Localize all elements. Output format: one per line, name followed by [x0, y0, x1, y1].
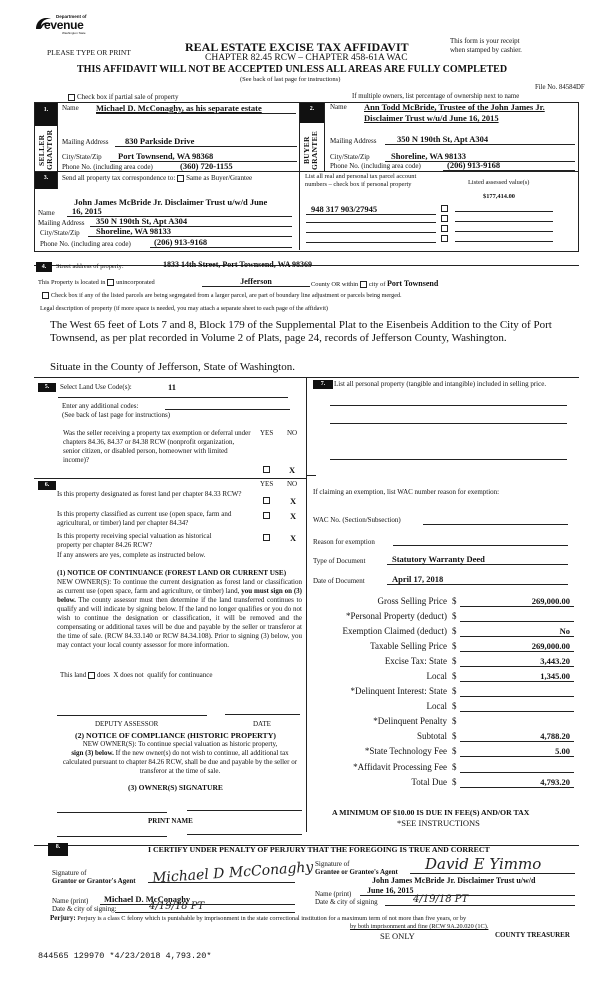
print-name-line-1[interactable]	[57, 836, 167, 837]
logo-state-text: Washington State	[62, 31, 86, 35]
tax-row	[310, 701, 575, 715]
section-6-top-line	[34, 478, 306, 479]
section-5-number: 5.	[38, 383, 56, 392]
correspondence-name-line-2[interactable]: 16, 2015	[67, 206, 292, 217]
buyer-phone-value[interactable]: (206) 913-9168	[443, 160, 575, 171]
parcels-label-1: List all real and personal tax parcel account	[305, 173, 417, 180]
parcels-label-2: numbers – check box if personal property	[305, 181, 412, 188]
current-use-yes-checkbox[interactable]	[263, 512, 270, 519]
notice-continuance-text-b: The county assessor must then determine if the land transferred continues to qualify and will indicate by signing below. If the land no longer qualifies or you do not wish to continue the designation or classification, it will be removed and the compensating or additional taxes will be due and payable by the seller or transferor at the time of sale. (RCW 84.33.140 or RCW 84.34.108). Prior to signing (3) below, you may contact your local county assessor for more information.	[57, 596, 302, 649]
form-warning: THIS AFFIDAVIT WILL NOT BE ACCEPTED UNLESS ALL AREAS ARE FULLY COMPLETED	[77, 64, 508, 75]
personal-property-line-3[interactable]	[330, 459, 567, 460]
parcel-4-personal-checkbox[interactable]	[441, 235, 448, 242]
dollar-sign: $	[452, 611, 457, 621]
tax-row	[310, 777, 575, 791]
parcel-number-2[interactable]	[306, 222, 436, 223]
dollar-sign: $	[452, 731, 457, 741]
parcel-number-4[interactable]	[306, 242, 436, 243]
parcels-label	[305, 173, 416, 189]
grantor-sig-label-2: Grantor or Grantor's Agent	[52, 877, 136, 885]
correspondence-row	[62, 174, 252, 182]
does-qualify-checkbox[interactable]	[88, 672, 95, 679]
wac-number-label: WAC No. (Section/Subsection)	[313, 516, 401, 524]
deputy-assessor-signature-line[interactable]	[57, 715, 207, 716]
notice-continuance-body	[57, 578, 302, 650]
grantee-sig-label-1: Signature of	[315, 860, 350, 868]
personal-property-line-1[interactable]	[330, 405, 567, 406]
personal-property-label: List all personal property (tangible and intangible) included in selling price.	[334, 380, 547, 388]
owner-signature-line-1[interactable]	[57, 812, 167, 813]
section-4-number: 4.	[36, 262, 52, 272]
correspondence-mailing-label: Mailing Address	[38, 219, 85, 227]
dollar-sign: $	[452, 746, 457, 756]
dollar-sign: $	[452, 671, 457, 681]
assessed-value[interactable]: $177,414.00	[483, 193, 515, 200]
buyer-label	[303, 130, 321, 170]
buyer-mailing-value[interactable]: 350 N 190th St, Apt A304	[385, 134, 575, 145]
assessor-date-line[interactable]	[225, 714, 300, 715]
perjury-note	[50, 914, 466, 922]
section-2-number: 2.	[300, 103, 324, 123]
print-name-label: PRINT NAME	[148, 817, 193, 825]
county-or-label: County OR within	[311, 281, 359, 288]
multiple-owners-note: If multiple owners, list percentage of ownership next to name	[352, 93, 520, 100]
tax-row-value[interactable]: 4,788.20	[460, 731, 574, 742]
seller-name-label: Name	[62, 104, 79, 112]
receipt-line-1: This form is your receipt	[450, 37, 520, 45]
grantee-name-label: Name (print)	[315, 890, 352, 898]
assessed-values-label: Listed assessed value(s)	[468, 179, 530, 186]
tax-row-value[interactable]: 4,793.20	[460, 777, 574, 788]
tax-row-value[interactable]: No	[460, 626, 574, 637]
exemption-yes-checkbox[interactable]	[263, 466, 270, 473]
parties-divider-horizontal	[34, 171, 579, 172]
seller-city-value[interactable]: Port Townsend, WA 98368	[110, 151, 297, 162]
tax-row-label: Local	[426, 671, 447, 681]
logo-revenue-text: evenue	[44, 18, 84, 32]
buyer-mailing-label: Mailing Address	[330, 137, 377, 145]
dollar-sign: $	[452, 641, 457, 651]
correspondence-mailing-value[interactable]: 350 N 190th St, Apt A304	[90, 216, 292, 227]
city-of-label: city of	[368, 281, 386, 288]
current-use-question: Is this property classified as current use (open space, farm and agricultural, or timber) land per chapter 84.34?	[57, 510, 232, 527]
document-type-label: Type of Document	[313, 557, 366, 565]
county-or-row	[311, 279, 438, 288]
dollar-sign: $	[452, 762, 457, 772]
parties-divider-vertical	[299, 102, 300, 250]
receipt-line-2: when stamped by cashier.	[450, 46, 522, 54]
please-type-note: PLEASE TYPE OR PRINT	[47, 48, 131, 57]
seller-name-value[interactable]: Michael D. McConaghy, as his separate estate	[96, 103, 262, 113]
form-title: REAL ESTATE EXCISE TAX AFFIDAVIT	[185, 40, 409, 54]
notice-compliance-text-b: If the new owner(s) do not wish to continue, all additional tax calculated pursuant to chapter 84.26 RCW, shall be due and payable by the seller or transferor at the time of sale.	[62, 749, 298, 775]
section-3-side-border	[57, 172, 58, 189]
perjury-label: Perjury:	[50, 914, 76, 922]
use-only-label: SE ONLY	[380, 931, 415, 941]
partial-sale-checkbox-row[interactable]	[68, 93, 178, 101]
additional-codes-label: Enter any additional codes:	[62, 402, 139, 410]
correspondence-label: Send all property tax correspondence to:	[62, 174, 176, 182]
parcel-1-personal-checkbox[interactable]	[441, 205, 448, 212]
assessor-date-label: DATE	[253, 720, 271, 728]
partial-sale-label: Check box if partial sale of property	[77, 93, 179, 101]
section-6-yes-header: YES	[260, 480, 274, 488]
receipt-note	[450, 37, 522, 55]
tax-row-value[interactable]: 269,000.00	[460, 596, 574, 607]
street-address-value[interactable]: 1833 14th Street, Port Townsend, WA 98369	[163, 260, 313, 269]
seller-label	[38, 130, 56, 170]
wac-number-input[interactable]	[423, 524, 568, 525]
receipt-stamp: 844565 129970 *4/23/2018 4,793.20*	[38, 951, 212, 961]
document-date-value[interactable]: April 17, 2018	[387, 574, 568, 585]
historical-no-answer[interactable]: X	[290, 533, 297, 543]
dollar-sign: $	[452, 716, 457, 726]
additional-codes-note: (See back of last page for instructions)	[62, 411, 171, 419]
seller-label-1: SELLER	[37, 134, 46, 166]
if-yes-note: If any answers are yes, complete as instructed below.	[57, 551, 206, 559]
tax-row-label: Taxable Selling Price	[370, 641, 447, 651]
buyer-name-label: Name	[330, 103, 347, 111]
document-date-label: Date of Document	[313, 577, 365, 585]
notice-continuance-bold: you must sign on (3) below.	[57, 587, 303, 604]
buyer-name-line-1[interactable]: Ann Todd McBride, Trustee of the John James Jr.	[364, 102, 545, 112]
tax-row	[310, 716, 575, 730]
tax-row-label: *State Technology Fee	[364, 746, 447, 756]
notice-continuance-text-a: NEW OWNER(S): To continue the current designation as forest land or classification as current use (open space, farm and agriculture, or timber) land,	[57, 578, 302, 595]
land-use-code[interactable]: 11	[168, 382, 177, 392]
seller-city-label: City/State/Zip	[62, 153, 102, 161]
tax-row	[310, 762, 575, 776]
seller-label-2: GRANTOR	[45, 129, 54, 170]
parcel-1-assessed-line[interactable]	[455, 211, 553, 212]
grantee-signature-line[interactable]	[410, 873, 575, 874]
legal-description[interactable]	[50, 319, 552, 374]
county-treasurer-label: COUNTY TREASURER	[495, 931, 570, 939]
correspondence-city-label: City/State/Zip	[40, 229, 80, 237]
tax-row	[310, 746, 575, 760]
tax-row-value[interactable]	[460, 701, 574, 712]
tax-row-value[interactable]	[460, 686, 574, 697]
tax-row-label: Local	[426, 701, 447, 711]
buyer-label-1: BUYER	[302, 136, 311, 164]
grantee-date-label: Date & city of signing	[315, 898, 378, 906]
grantee-name-line-2[interactable]: June 16, 2015	[360, 886, 575, 896]
tax-row-value[interactable]	[460, 716, 574, 726]
tax-row-value[interactable]	[460, 611, 574, 622]
tax-row-label: *Affidavit Processing Fee	[353, 762, 447, 772]
tax-row-label: *Personal Property (deduct)	[346, 611, 447, 621]
correspondence-name-label: Name	[38, 209, 55, 217]
does-label: does	[97, 671, 110, 679]
certify-statement: I CERTIFY UNDER PENALTY OF PERJURY THAT THE FOREGOING IS TRUE AND CORRECT	[148, 845, 490, 854]
seller-mailing-label: Mailing Address	[62, 138, 109, 146]
tax-row-value[interactable]: 5.00	[460, 746, 574, 757]
grantor-sig-label-1: Signature of	[52, 869, 87, 877]
segregated-row	[42, 292, 402, 299]
buyer-name-line-2[interactable]: Disclaimer Trust w/u/d June 16, 2015	[364, 113, 499, 123]
parcel-number-3[interactable]	[306, 232, 436, 233]
city-checkbox[interactable]	[360, 281, 367, 288]
grantor-date-label: Date & city of signing:	[52, 905, 117, 913]
forest-land-no-answer[interactable]: X	[290, 496, 297, 506]
tax-row-label: *Delinquent Penalty	[373, 716, 447, 726]
left-column-right-border	[306, 377, 307, 832]
exemption-wac-label: If claiming an exemption, list WAC number reason for exemption:	[313, 488, 500, 496]
grantor-signature-label	[52, 869, 136, 885]
dollar-sign: $	[452, 656, 457, 666]
tax-row-value[interactable]: 269,000.00	[460, 641, 574, 652]
tax-row	[310, 626, 575, 640]
dollar-sign: $	[452, 777, 457, 787]
section-6-number: 6.	[38, 481, 56, 490]
same-as-buyer-checkbox[interactable]	[177, 175, 184, 182]
same-as-buyer-label: Same as Buyer/Grantee	[186, 174, 253, 182]
exemption-reason-label: Reason for exemption	[313, 538, 375, 546]
parcel-2-personal-checkbox[interactable]	[441, 215, 448, 222]
current-use-no-answer[interactable]: X	[290, 511, 297, 521]
dollar-sign: $	[452, 596, 457, 606]
tax-row-label: Gross Selling Price	[377, 596, 447, 606]
tax-row	[310, 596, 575, 610]
minimum-due-note: A MINIMUM OF $10.00 IS DUE IN FEE(S) AND/OR TAX	[332, 808, 530, 817]
buyer-side-border	[324, 103, 325, 171]
buyer-phone-label: Phone No. (including area code)	[330, 162, 421, 170]
grantee-signature-label	[315, 860, 398, 876]
forest-land-yes-checkbox[interactable]	[263, 497, 270, 504]
notice-compliance-text-a: NEW OWNER(S): To continue special valuation as historic property,	[82, 740, 278, 748]
dor-logo	[34, 12, 87, 36]
buyer-city-label: City/State/Zip	[330, 153, 370, 161]
correspondence-phone-label: Phone No. (including area code)	[40, 240, 131, 248]
notice-compliance-title: (2) NOTICE OF COMPLIANCE (HISTORIC PROPERTY)	[75, 731, 276, 740]
section-1-number: 1.	[35, 103, 57, 126]
tax-row-value[interactable]: 1,345.00	[460, 671, 574, 682]
grantee-signature[interactable]: David E Yimmo	[425, 855, 542, 873]
additional-codes-input[interactable]	[165, 409, 290, 410]
legal-line-2: Townsend, as per plat recorded in Volume 2 of Plats, page 24, records of Jefferson County, Washington.	[50, 332, 507, 344]
section-6-no-header: NO	[287, 480, 298, 488]
perjury-text: Perjury is a class C felony which is punishable by imprisonment in the state correctional institution for a maximum term of not more than five years, or by	[77, 915, 467, 922]
legal-description-label: Legal description of property (if more space is needed, you may attach a separate sheet to each page of the affidavit)	[40, 305, 328, 312]
grantor-signature[interactable]: Michael D McConaghy	[151, 859, 314, 887]
section-7-number: 7.	[313, 380, 333, 389]
forest-land-question: Is this property designated as forest land per chapter 84.33 RCW?	[57, 490, 242, 498]
parcel-4-assessed-line[interactable]	[455, 241, 553, 242]
document-type-value[interactable]: Statutory Warranty Deed	[387, 554, 568, 565]
seller-side-border	[57, 103, 58, 171]
tax-row	[310, 611, 575, 625]
dollar-sign: $	[452, 686, 457, 696]
grantee-sig-label-2: Grantee or Grantee's Agent	[315, 868, 398, 876]
historical-yes-checkbox[interactable]	[263, 534, 270, 541]
exemption-no-answer[interactable]: X	[289, 465, 296, 475]
print-name-line-2[interactable]	[187, 834, 302, 835]
tax-row	[310, 686, 575, 700]
grantor-date-value[interactable]: 4/19/18 PT	[115, 901, 295, 913]
unincorporated-checkbox[interactable]	[107, 279, 114, 286]
land-use-no-header: NO	[287, 429, 298, 437]
owner-signature-line-2[interactable]	[187, 810, 302, 811]
unincorporated-label: unincorporated	[116, 279, 155, 286]
parcel-3-personal-checkbox[interactable]	[441, 225, 448, 232]
parcel-3-assessed-line[interactable]	[455, 231, 553, 232]
parcel-2-assessed-line[interactable]	[455, 221, 553, 222]
seller-phone-label: Phone No. (including area code)	[62, 163, 153, 171]
dollar-sign: $	[452, 701, 457, 711]
tax-row	[310, 731, 575, 745]
location-row	[38, 279, 155, 286]
segregated-checkbox[interactable]	[42, 292, 49, 299]
grantor-name-value[interactable]: Michael D. McConaghy	[100, 894, 295, 905]
correspondence-name-line-1[interactable]: John James McBride Jr. Disclaimer Trust u/w/d June	[74, 197, 268, 207]
grantor-name-label: Name (print)	[52, 897, 89, 905]
exemption-question: Was the seller receiving a property tax exemption or deferral under chapters 84.36, 84.37 or 84.38 RCW (nonprofit organization, senior citizen, or disabled person, homeowner with limited income)?	[63, 429, 251, 464]
tax-row-label: Exemption Claimed (deduct)	[342, 626, 447, 636]
city-value[interactable]: Port Townsend	[386, 279, 439, 288]
grantee-name-line-1[interactable]: John James McBride Jr. Disclaimer Trust u/w/d	[372, 876, 536, 885]
this-land-label: This land	[60, 671, 87, 679]
buyer-label-2: GRANTEE	[310, 130, 319, 170]
buyer-city-value[interactable]: Shoreline, WA 98133	[385, 151, 575, 162]
dollar-sign: $	[452, 626, 457, 636]
land-use-label: Select Land Use Code(s):	[60, 383, 132, 391]
legal-line-1: The West 65 feet of Lots 7 and 8, Block 179 of the Supplemental Plat to the Eisenbeis Addition to the City of Port	[50, 319, 552, 331]
qualify-label: qualify for continuance	[147, 671, 213, 679]
section-3-number: 3.	[35, 172, 57, 189]
tax-row-label: Excise Tax: State	[384, 656, 447, 666]
seller-name-line	[96, 113, 296, 114]
owner-signature-label: (3) OWNER(S) SIGNATURE	[128, 783, 223, 792]
segregated-label: Check box if any of the listed parcels are being segregated from a larger parcel, are part of boundary line adjustment or parcels being merged.	[51, 292, 402, 299]
deputy-assessor-label: DEPUTY ASSESSOR	[95, 720, 159, 728]
see-instructions-note: *SEE INSTRUCTIONS	[397, 818, 480, 828]
does-not-answer[interactable]: X does not	[113, 671, 144, 679]
partial-sale-checkbox[interactable]	[68, 94, 75, 101]
street-address-label: Street address of property:	[56, 263, 124, 270]
section-7-bottom-line	[306, 475, 316, 476]
correspondence-city-value[interactable]: Shoreline, WA 98133	[88, 226, 292, 237]
county-value[interactable]: Jefferson	[202, 277, 310, 287]
file-number: File No. 84584DF	[535, 84, 585, 91]
tax-row	[310, 671, 575, 685]
seller-mailing-value[interactable]: 830 Parkside Drive	[115, 136, 297, 147]
form-subtitle: CHAPTER 82.45 RCW – CHAPTER 458-61A WAC	[205, 53, 408, 63]
located-in-label: This Property is located in	[38, 279, 106, 286]
notice-compliance-bold: sign (3) below.	[71, 749, 114, 757]
tax-row	[310, 656, 575, 670]
notice-compliance-body	[60, 740, 300, 776]
qualify-row	[60, 671, 213, 679]
notice-continuance-title: (1) NOTICE OF CONTINUANCE (FOREST LAND OR CURRENT USE)	[57, 569, 287, 577]
tax-row-value[interactable]	[460, 762, 574, 773]
tax-row-label: Subtotal	[416, 731, 447, 741]
land-use-yes-header: YES	[260, 429, 274, 437]
perjury-note-2: by both imprisonment and fine (RCW 9A.20.020 (1C).	[350, 923, 489, 930]
logo-dept-text: Department of	[56, 14, 87, 19]
tax-row-label: Total Due	[411, 777, 447, 787]
grantee-date-value[interactable]: 4/19/18 PT	[385, 894, 575, 906]
tax-row	[310, 641, 575, 655]
tax-row-label: *Delinquent Interest: State	[350, 686, 447, 696]
seller-phone-value[interactable]: (360) 720-1155	[172, 161, 297, 172]
legal-line-3: Situate in the County of Jefferson, State of Washington.	[50, 361, 295, 373]
see-back-note: (See back of last page for instructions)	[240, 76, 341, 83]
land-use-line	[58, 397, 288, 398]
tax-row-value[interactable]: 3,443.20	[460, 656, 574, 667]
historical-question: Is this property receiving special valuation as historical property per chapter 84.26 RCW?	[57, 532, 212, 549]
personal-property-line-2[interactable]	[330, 423, 567, 424]
correspondence-phone-value[interactable]: (206) 913-9168	[150, 237, 292, 248]
exemption-reason-input[interactable]	[393, 545, 568, 546]
parcel-number-1[interactable]: 948 317 903/27945	[306, 204, 436, 215]
section-8-number: 8.	[48, 843, 68, 856]
